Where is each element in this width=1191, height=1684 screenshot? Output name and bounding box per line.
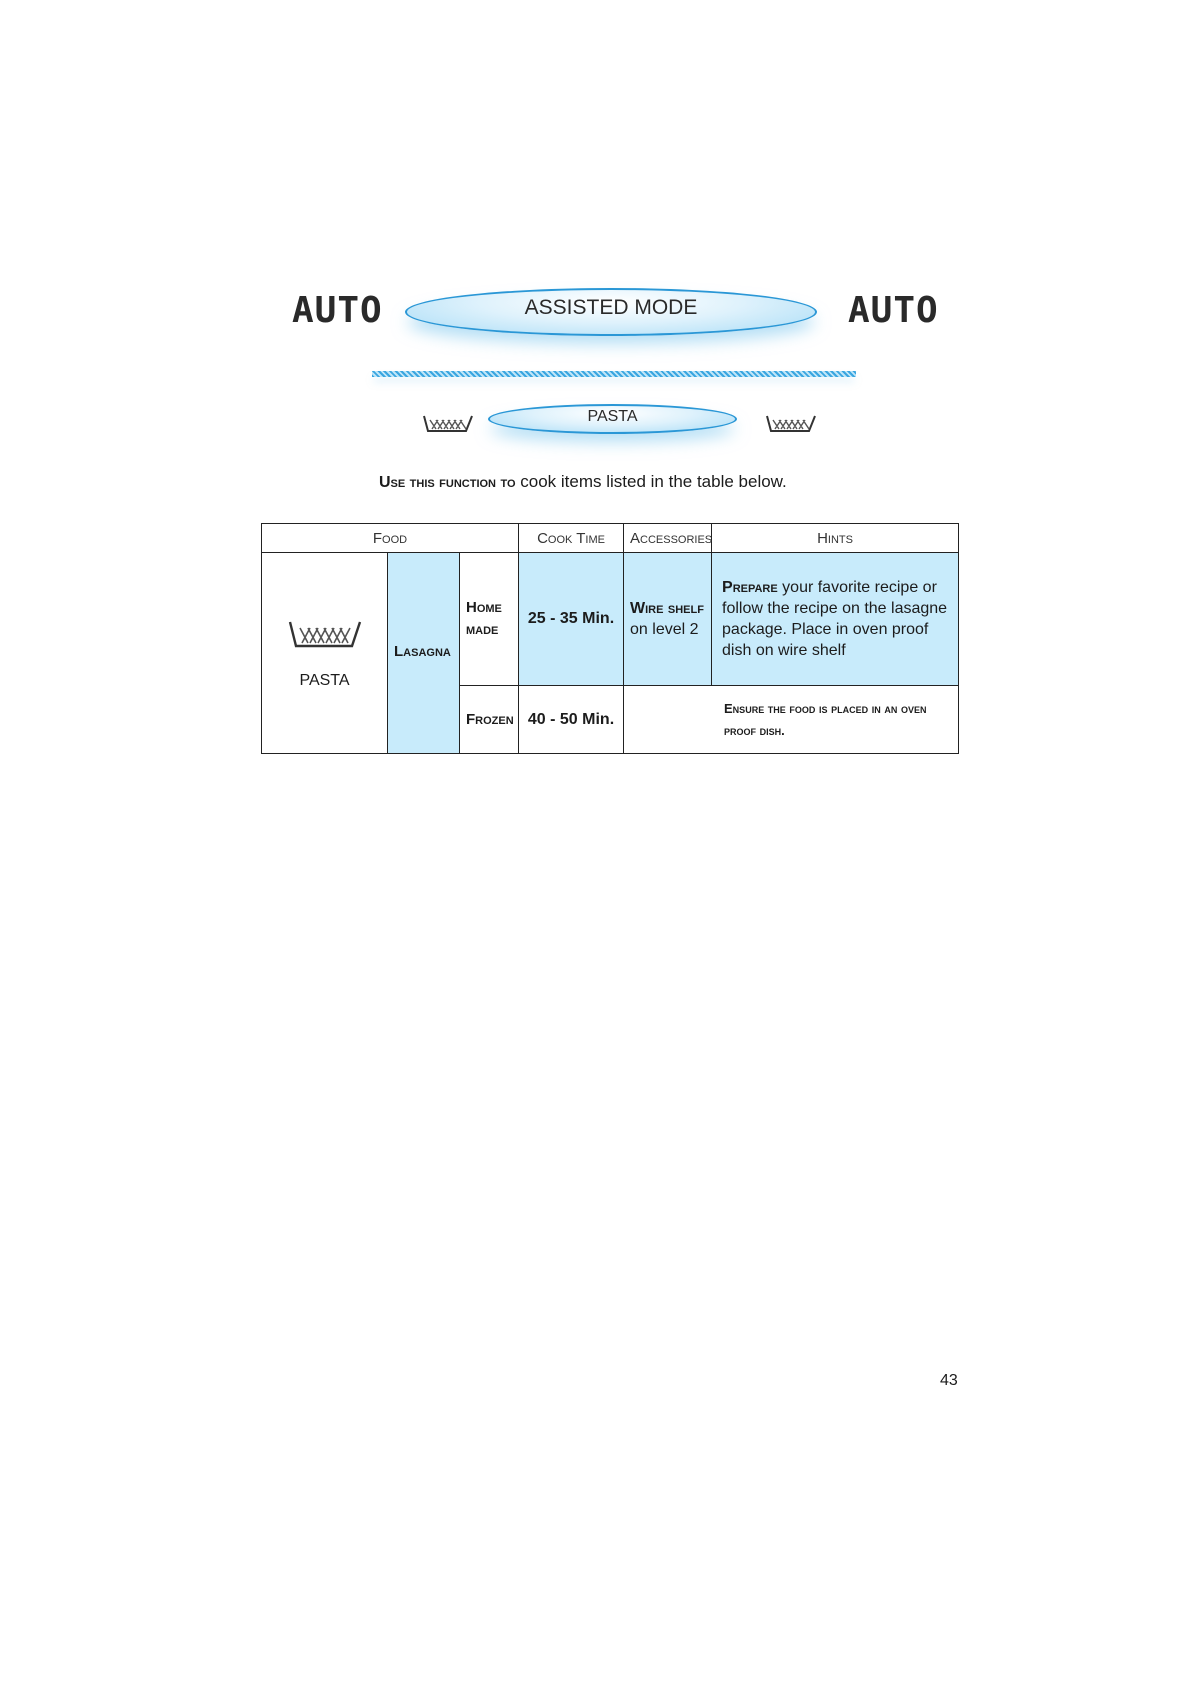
pasta-title: PASTA <box>587 408 638 425</box>
pasta-bowl-icon <box>288 616 362 650</box>
table-row <box>262 553 959 686</box>
table-header-row <box>262 524 959 553</box>
pasta-pill <box>488 404 737 434</box>
page-number: 43 <box>940 1372 958 1389</box>
header-accessories: Accessories <box>624 524 712 553</box>
divider-bar <box>372 371 856 377</box>
accessory-wire-shelf: Wire shelf <box>630 600 704 617</box>
auto-label-left: AUTO <box>292 290 383 331</box>
hint-home-made <box>712 553 959 686</box>
cook-time-frozen: 40 - 50 Min. <box>519 686 624 754</box>
pasta-bowl-icon <box>422 412 474 434</box>
hint-prepare: Prepare <box>722 579 778 596</box>
hint-frozen: Ensure the food is placed in an oven proof dish. <box>624 686 959 754</box>
accessories-home-made <box>624 553 712 686</box>
pasta-bowl-icon <box>765 412 817 434</box>
hint-prepare-text: your favorite recipe or follow the recipe on the lasagne package. Place in oven proof dish on wire shelf <box>722 579 948 659</box>
pasta-category-cell <box>262 553 388 754</box>
cook-time-home-made: 25 - 35 Min. <box>519 553 624 686</box>
auto-label-right: AUTO <box>848 290 939 331</box>
lasagna-label: Lasagna <box>394 643 451 660</box>
assisted-mode-pill <box>405 288 817 336</box>
variant-frozen: Frozen <box>460 686 519 754</box>
pasta-category-label: PASTA <box>299 672 350 689</box>
header-food: Food <box>262 524 519 553</box>
intro-rest: cook items listed in the table below. <box>515 472 787 491</box>
intro-lead: Use this function to <box>379 474 516 491</box>
accessory-level: on level 2 <box>630 621 699 638</box>
intro-text <box>379 472 787 492</box>
variant-home-made: Home made <box>460 553 519 686</box>
assisted-mode-title: ASSISTED MODE <box>524 296 698 319</box>
lasagna-cell <box>388 553 460 754</box>
food-table <box>261 523 959 754</box>
header-hints: Hints <box>712 524 959 553</box>
header-cook-time: Cook Time <box>519 524 624 553</box>
